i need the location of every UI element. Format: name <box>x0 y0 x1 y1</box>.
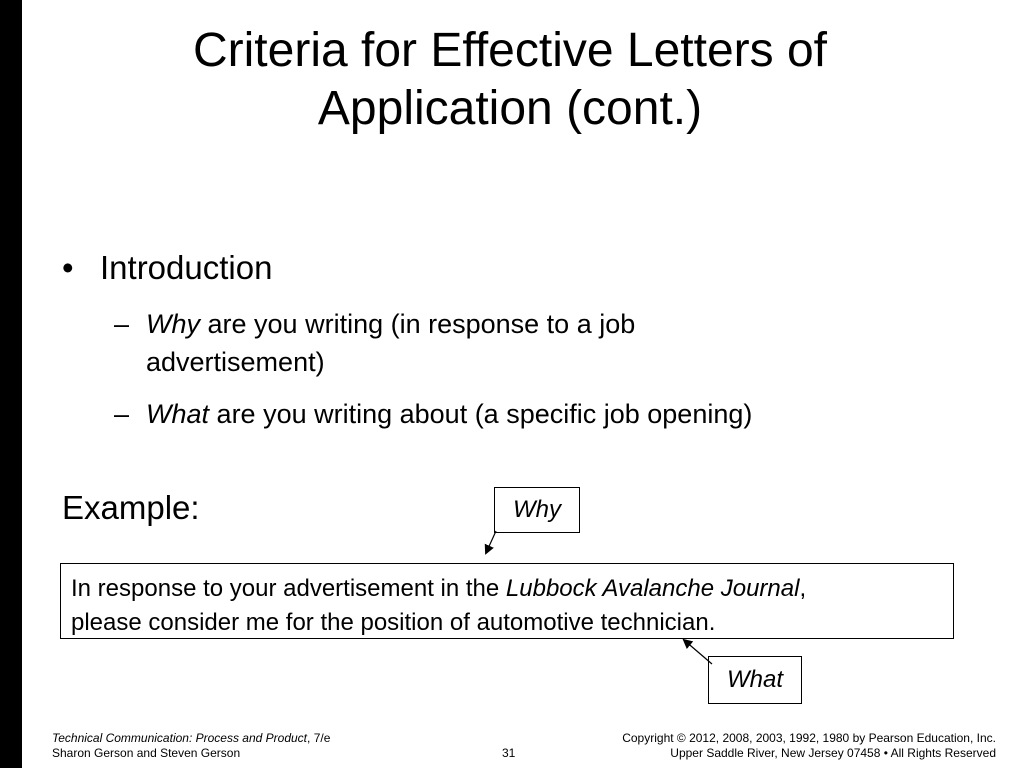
example-newspaper-name: Lubbock Avalanche Journal <box>505 575 800 602</box>
example-text-before: In response to your advertisement in the <box>71 575 506 602</box>
example-box <box>60 563 954 639</box>
footer-authors: Sharon Gerson and Steven Gerson <box>52 746 241 760</box>
example-line2: please consider me for the position of automotive technician. <box>71 609 716 636</box>
slide-title-line1: Criteria for Effective Letters of <box>192 24 828 77</box>
page-number: 31 <box>502 746 516 760</box>
example-text-after: , <box>799 575 807 602</box>
slide-title <box>60 22 960 138</box>
sub-item-text <box>114 395 814 433</box>
example-line1 <box>71 572 953 606</box>
bullet-dot: • <box>62 249 74 286</box>
sub-item-emphasis: What <box>146 399 210 429</box>
sub-item-rest: are you writing (in response to a job advertisement) <box>146 309 636 377</box>
slide-title-line2: Application (cont.) <box>317 82 703 135</box>
footer-publisher: Upper Saddle River, New Jersey 07458 • All Rights Reserved <box>670 746 996 760</box>
sub-item-dash: – <box>114 399 130 429</box>
sub-item-emphasis: Why <box>146 309 200 339</box>
footer-copyright: Copyright © 2012, 2008, 2003, 1992, 1980 by Pearson Education, Inc. <box>622 731 996 745</box>
bullet-label: Introduction <box>100 249 273 286</box>
example-label: Example: <box>62 489 200 526</box>
footer-copyright-info <box>622 731 996 761</box>
sub-item-rest: are you writing about (a specific job opening) <box>216 399 753 429</box>
footer-book-info <box>52 731 330 761</box>
footer-book-title: Technical Communication: Process and Product <box>52 731 308 745</box>
sub-item-text <box>114 305 814 381</box>
sub-item-why <box>114 305 814 381</box>
callout-what: What <box>708 656 802 704</box>
why-arrow <box>486 531 496 553</box>
left-edge-bar <box>0 0 22 768</box>
sub-item-dash: – <box>114 309 130 339</box>
sub-item-what <box>114 395 814 433</box>
callout-why: Why <box>494 487 580 533</box>
bullet-introduction <box>62 248 272 288</box>
footer-edition: , 7/e <box>307 731 331 745</box>
